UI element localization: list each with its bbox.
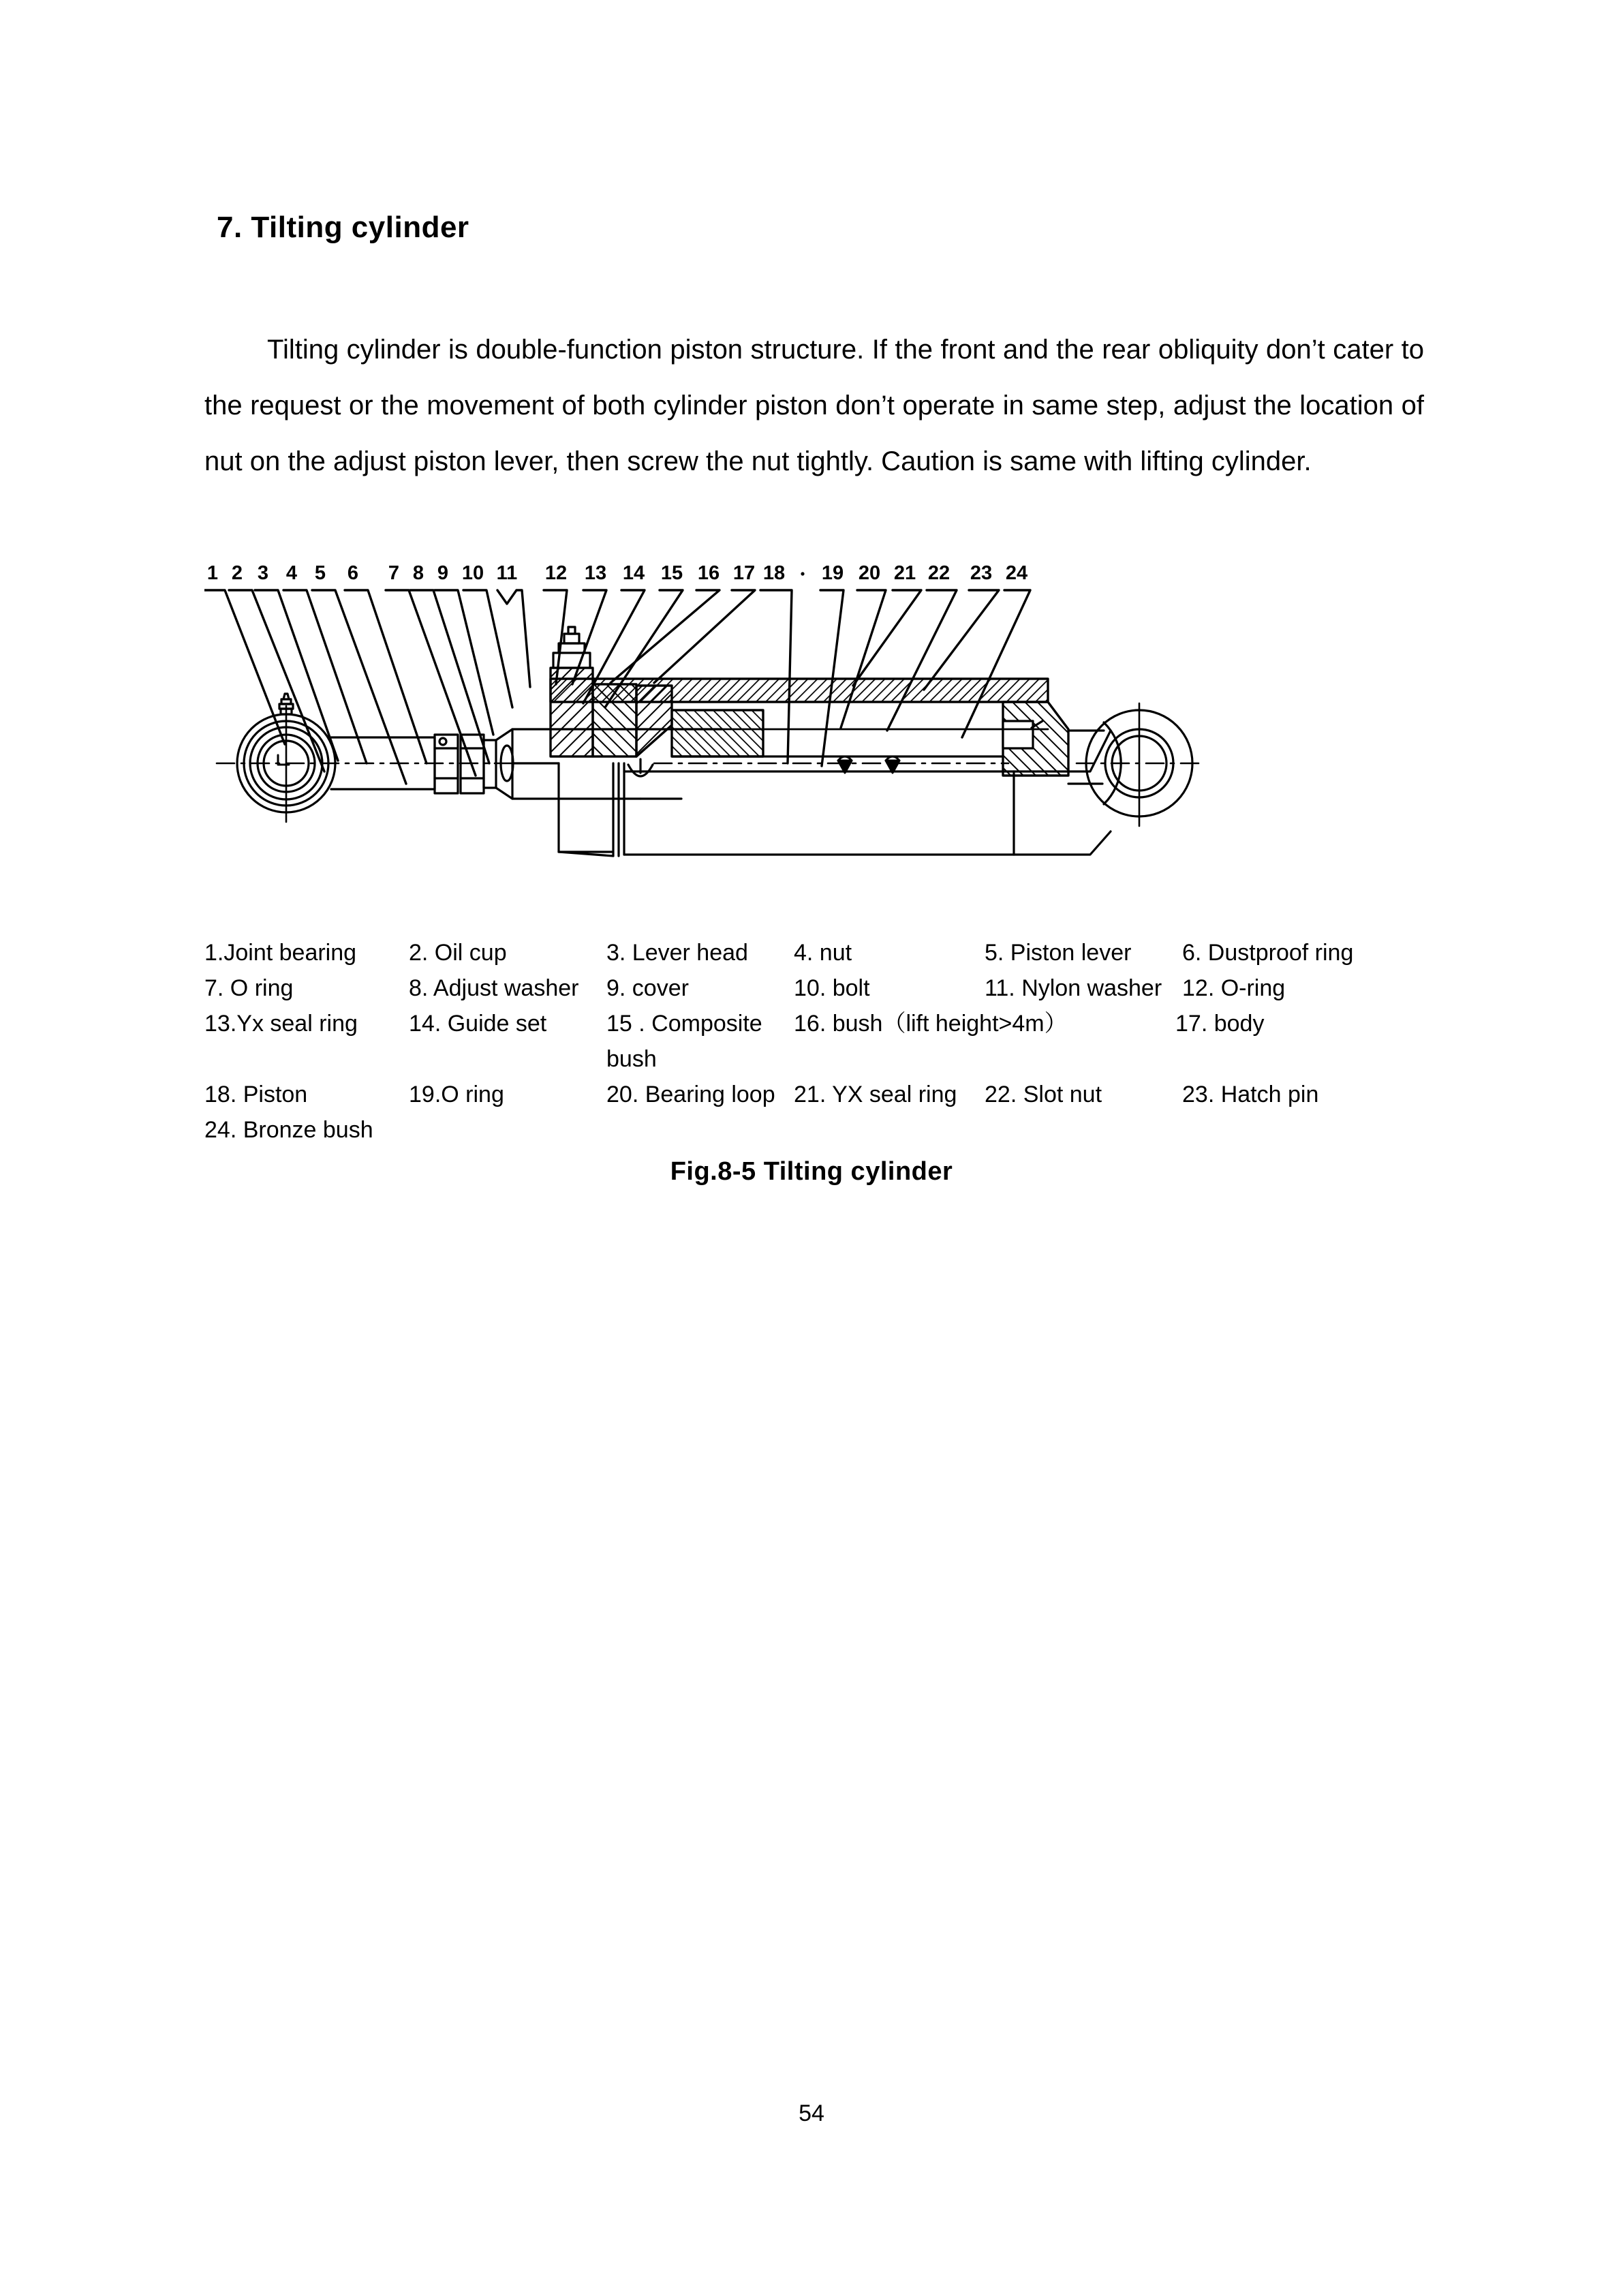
page-title: 7. Tilting cylinder <box>217 211 469 245</box>
page-number: 54 <box>799 2100 824 2126</box>
svg-text:23: 23 <box>970 562 993 584</box>
svg-text:15: 15 <box>660 562 683 584</box>
legend-row <box>204 1077 1431 1112</box>
callout-number-labels <box>207 562 1027 584</box>
legend-item-18: 18. Piston <box>204 1082 308 1107</box>
svg-text:16: 16 <box>697 562 720 584</box>
piston-flange <box>672 710 763 756</box>
legend-row <box>204 1112 1431 1148</box>
svg-text:9: 9 <box>437 562 449 584</box>
legend-item-10: 10. bolt <box>794 975 870 1001</box>
svg-text:5: 5 <box>314 562 326 584</box>
legend-item-12: 12. O-ring <box>1182 975 1286 1001</box>
svg-text:18: 18 <box>762 562 786 584</box>
parts-legend <box>204 935 1431 1148</box>
legend-item-3: 3. Lever head <box>606 940 748 966</box>
legend-item-4: 4. nut <box>794 940 852 966</box>
legend-row <box>204 970 1431 1006</box>
legend-item-2: 2. Oil cup <box>409 940 507 966</box>
cylinder-assembly-drawing <box>204 559 1431 913</box>
legend-item-16: 16. bush（lift height>4m） <box>794 1011 1068 1037</box>
svg-text:21: 21 <box>893 562 916 584</box>
bolt-head <box>564 627 579 643</box>
legend-item-22: 22. Slot nut <box>985 1082 1102 1107</box>
legend-item-14: 14. Guide set <box>409 1011 547 1037</box>
svg-text:19: 19 <box>821 562 844 584</box>
legend-item-13: 13.Yx seal ring <box>204 1011 358 1037</box>
legend-item-9: 9. cover <box>606 975 689 1001</box>
body-paragraph: Tilting cylinder is double-function piston structure. If the front and the rear obliquity don’t cater to the request or the movement of both cylinder piston don’t operate in same step, adjust the location of nut on the adjust piston lever, then screw the nut tightly. Caution is same with lifting cylinder. <box>204 335 1424 476</box>
legend-item-20: 20. Bearing loop <box>606 1082 775 1107</box>
svg-text:3: 3 <box>257 562 269 584</box>
svg-text:7: 7 <box>388 562 400 584</box>
svg-text:24: 24 <box>1005 562 1028 584</box>
svg-text:6: 6 <box>347 562 359 584</box>
svg-text:17: 17 <box>732 562 756 584</box>
legend-item-15: 15 . Composite bush <box>606 1011 762 1072</box>
svg-text:11: 11 <box>496 562 518 584</box>
svg-text:12: 12 <box>544 562 568 584</box>
svg-text:22: 22 <box>927 562 950 584</box>
svg-text:8: 8 <box>412 562 424 584</box>
legend-item-21: 21. YX seal ring <box>794 1082 957 1107</box>
tilting-cylinder-diagram <box>204 559 1431 913</box>
legend-item-5: 5. Piston lever <box>985 940 1132 966</box>
legend-item-23: 23. Hatch pin <box>1182 1082 1319 1107</box>
legend-item-19: 19.O ring <box>409 1082 504 1107</box>
legend-item-6: 6. Dustproof ring <box>1182 940 1354 966</box>
figure-caption: Fig.8-5 Tilting cylinder <box>670 1157 953 1186</box>
svg-text:20: 20 <box>858 562 881 584</box>
svg-text:4: 4 <box>285 562 298 584</box>
legend-item-1: 1.Joint bearing <box>204 940 357 966</box>
svg-text:2: 2 <box>231 562 243 584</box>
svg-text:10: 10 <box>461 562 484 584</box>
svg-text:14: 14 <box>622 562 645 584</box>
legend-item-17: 17. body <box>1175 1011 1265 1037</box>
legend-item-11: 11. Nylon washer <box>985 975 1162 1001</box>
legend-row <box>204 935 1431 970</box>
legend-item-24: 24. Bronze bush <box>204 1117 373 1143</box>
cylinder-body-wall <box>551 679 1048 702</box>
svg-text:13: 13 <box>584 562 607 584</box>
legend-item-8: 8. Adjust washer <box>409 975 579 1001</box>
svg-text:1: 1 <box>206 562 219 584</box>
gland-assembly <box>1003 702 1068 776</box>
legend-item-7: 7. O ring <box>204 975 294 1001</box>
legend-row <box>204 1006 1431 1077</box>
